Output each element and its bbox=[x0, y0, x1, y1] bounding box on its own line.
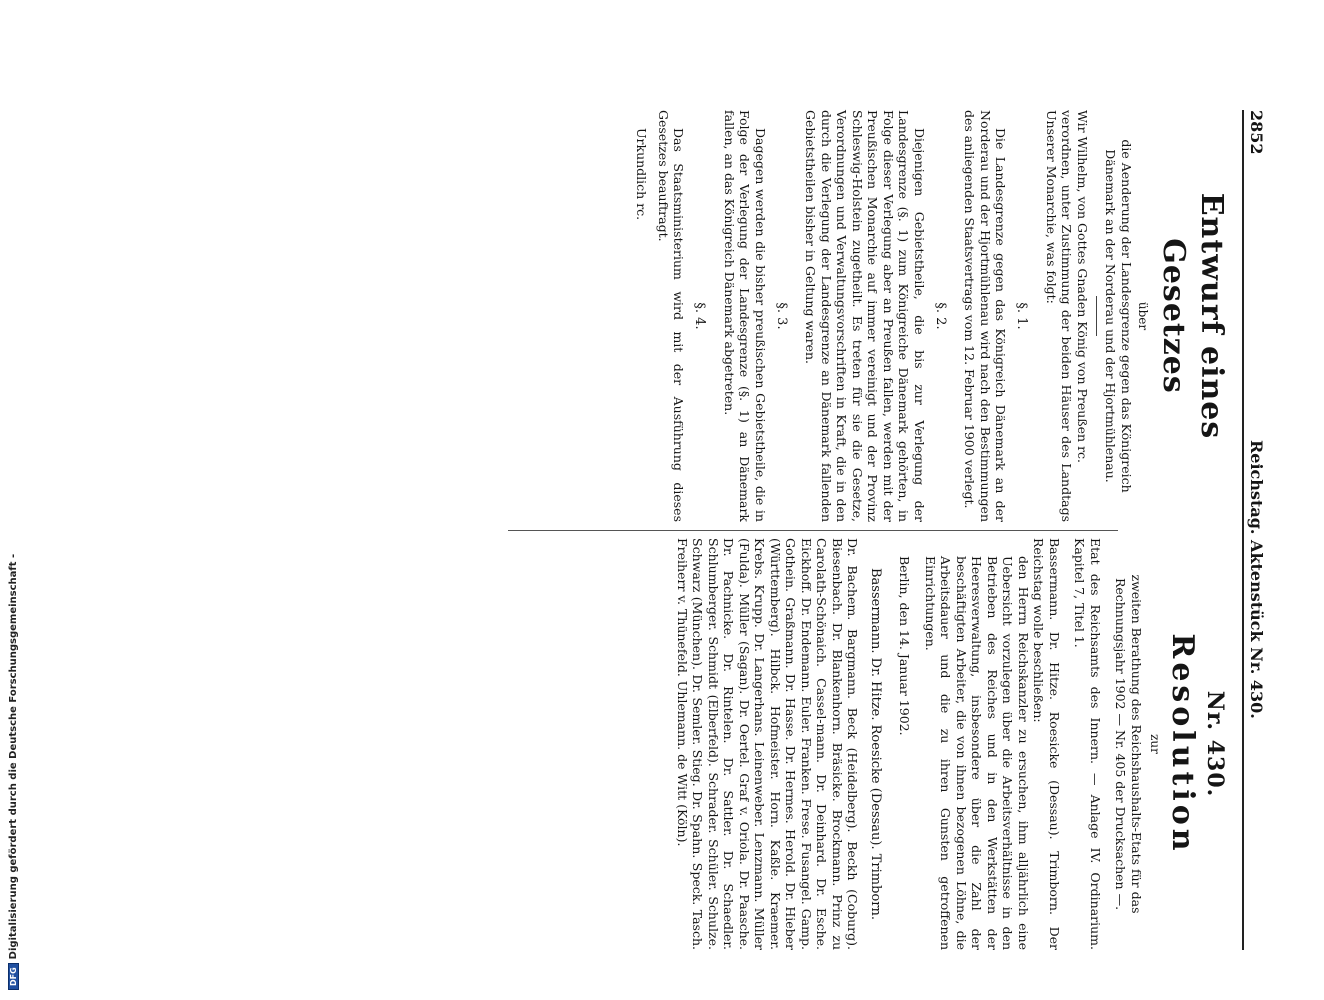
header-rule bbox=[1242, 110, 1244, 950]
section-2-text: Diejenigen Gebietstheile, die bis zur Verlegung der Landesgrenze (§. 1) zum Königreiche Dänemark gehörten, in Folge dieser Verlegung aber an Preußen fallen, werden mit der Preußischen Monarchie auf immer vereinigt und der Provinz Schleswig-Holstein zugetheilt. Es treten für sie die Gesetze, Verordnungen und Verwaltungsvorschriften in Kraft, die in den durch die Verlegung der Landesgrenze an Dänemark fallenden Gebietstheilen bisher in Geltung waren. bbox=[803, 110, 927, 522]
page-number: 2852 bbox=[1247, 110, 1266, 155]
law-draft-uber: über bbox=[1136, 301, 1150, 331]
resolution-title: Resolution bbox=[1165, 633, 1200, 855]
law-draft-column bbox=[634, 110, 1232, 522]
supporters-list: Dr. Bachem. Bargmann. Beck (Heidelberg). Beckh (Coburg). Biesenbach. Dr. Blankenhorn. Bräsicke. Brockmann. Prinz zu Carolath-Schönaich. Cassel-mann. Dr. Deinhard. Dr. Esche. Eickhoff. Dr. Endemann. Euler. Franken. Frese. Fusangel. Gamp. Gothein. Graßmann. Dr. Hasse. Dr. Hermes. Herold. Dr. Hieber (Württemberg). Hilbck. Hofmeister. Horn. Kaßle. Kraemer. Krebs. Krupp. Dr. Langerhans. Leinenweber. Lenzmann. Müller (Fulda). Müller (Sagan). Dr. Oertel. Graf v. Oriola. Dr. Paasche. Dr. Pachnicke. Dr. Rintelen. Dr. Sattler. Dr. Schaedler. Schlumberger. Schmidt (Elberfeld). Schrader. Schüler. Schulze. Schwarz (München). Dr. Semler. Stieg. Dr. Spahn. Speck. Tasch. Freiherr v. Thünefeld. Uhlemann. de Witt (Köln). bbox=[675, 538, 861, 950]
section-4-heading: §. 4. bbox=[692, 302, 708, 330]
section-2-heading: §. 2. bbox=[933, 302, 948, 330]
section-1-text: Die Landesgrenze gegen das Königreich Dänemark an der Norderau und der Hjortmühlenau wird nach den Bestimmungen des anliegenden Staatsvertrags vom 12. Februar 1900 verlegt. bbox=[962, 110, 1009, 522]
motion-text: den Herrn Reichskanzler zu ersuchen, ihm alljährlich eine Uebersicht vorzulegen über die Arbeitsverhältnisse in den Betrieben des Reiches und in den Werkstätten der Heeresverwaltung, insbesondere über die Zahl der beschäftigten Arbeiter, die von ihnen bezogenen Löhne, die Arbeitsdauer und die zu ihren Gunsten getroffenen Einrichtungen. bbox=[923, 556, 1031, 950]
section-4-text: Das Staatsministerium wird mit der Ausführung dieses Gesetzes beauftragt. bbox=[656, 110, 687, 522]
section-1-heading: §. 1. bbox=[1014, 302, 1030, 330]
divider bbox=[1096, 296, 1097, 336]
caption-text: Digitalisierung gefördert durch die Deutsche Forschungsgemeinschaft - bbox=[8, 553, 19, 960]
resolution-subject: zweiten Berathung des Reichshaushalts-Etats für das Rechnungsjahr 1902 — Nr. 405 der Drucksachen —. bbox=[1113, 574, 1144, 914]
resolution-column bbox=[675, 538, 1233, 950]
resolution-zur: zur bbox=[1148, 734, 1162, 754]
document-number: Nr. 430. bbox=[1202, 690, 1228, 798]
dfg-logo: DFG bbox=[8, 963, 19, 990]
enacting-clause: verordnen, unter Zustimmung der beiden Häuser des Landtags Unserer Monarchie, was folgt: bbox=[1044, 110, 1075, 522]
law-draft-subtitle: die Aenderung der Landesgrenze gegen das Königreich Dänemark an der Norderau und der Hjortmühlenau. bbox=[1103, 139, 1134, 493]
page-header bbox=[1244, 110, 1268, 950]
preamble: Wir Wilhelm, von Gottes Gnaden König von Preußen rc. bbox=[1075, 110, 1090, 464]
motion-intro: Bassermann. Dr. Hitze. Roesicke (Dessau). Trimborn. Der Reichstag wolle beschließen: bbox=[1031, 538, 1062, 950]
digitization-caption bbox=[0, 0, 19, 1000]
closing-formula: Urkundlich rc. bbox=[634, 128, 650, 221]
law-draft-title: Entwurf eines Gesetzes bbox=[1156, 192, 1229, 440]
section-3-text: Dagegen werden die bisher preußischen Gebietstheile, die in Folge der Verlegung der Landesgrenze (§. 1) an Dänemark fallen, an das Königreich Dänemark abgetreten. bbox=[722, 110, 768, 522]
date-line: Berlin, den 14. Januar 1902. bbox=[897, 556, 913, 736]
column-separator bbox=[508, 530, 1118, 531]
header-title: Reichstag. Aktenstück Nr. 430. bbox=[1247, 440, 1266, 719]
budget-reference: Etat des Reichsamts des Innern. — Anlage IV. Ordinarium. Kapitel 7, Titel 1. bbox=[1072, 538, 1103, 950]
document-page bbox=[348, 110, 1268, 950]
signatories: Bassermann. Dr. Hitze. Roesicke (Dessau). Trimborn. bbox=[868, 568, 884, 920]
section-3-heading: §. 3. bbox=[774, 302, 789, 330]
